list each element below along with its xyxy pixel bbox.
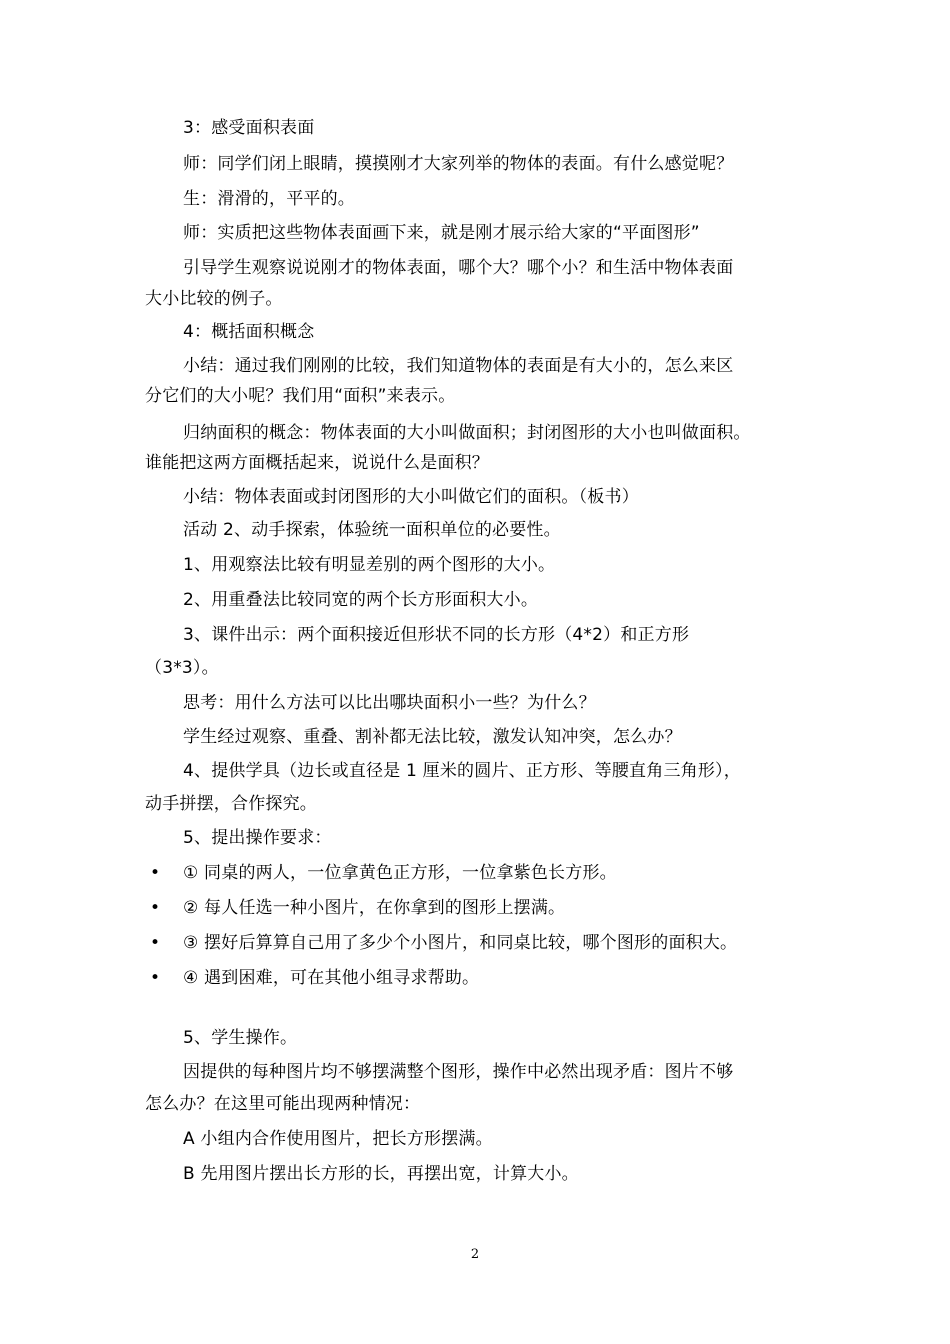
paragraph-line: 5、学生操作。 (183, 1028, 298, 1048)
paragraph-line: 归纳面积的概念：物体表面的大小叫做面积；封闭图形的大小也叫做面积。 (183, 423, 751, 443)
paragraph-line: 引导学生观察说说刚才的物体表面，哪个大？哪个小？和生活中物体表面 (183, 258, 734, 278)
bullet-icon: • (150, 863, 161, 883)
paragraph-line: 生：滑滑的，平平的。 (183, 189, 355, 209)
paragraph-line: 师：实质把这些物体表面画下来，就是刚才展示给大家的“平面图形” (183, 223, 700, 243)
heading-3: 3：感受面积表面 (183, 118, 315, 138)
paragraph-line: 4、提供学具（边长或直径是 1 厘米的圆片、正方形、等腰直角三角形）， (183, 761, 741, 781)
paragraph-line: 2、用重叠法比较同宽的两个长方形面积大小。 (183, 590, 539, 610)
bullet-icon: • (150, 968, 161, 988)
paragraph-line: 3、课件出示：两个面积接近但形状不同的长方形（4*2）和正方形 (183, 625, 690, 645)
paragraph-line: 分它们的大小呢？我们用“面积”来表示。 (145, 386, 456, 406)
paragraph-line: 思考：用什么方法可以比出哪块面积小一些？为什么？ (183, 693, 596, 713)
paragraph-line: 动手拼摆，合作探究。 (145, 794, 317, 814)
list-item: ③ 摆好后算算自己用了多少个小图片，和同桌比较，哪个图形的面积大。 (183, 933, 738, 953)
list-item: ④ 遇到困难，可在其他小组寻求帮助。 (183, 968, 480, 988)
paragraph-line: 小结：物体表面或封闭图形的大小叫做它们的面积。（板书） (183, 487, 639, 507)
paragraph-line: 师：同学们闭上眼睛，摸摸刚才大家列举的物体的表面。有什么感觉呢？ (183, 154, 734, 174)
paragraph-line: 大小比较的例子。 (145, 289, 283, 309)
bullet-icon: • (150, 898, 161, 918)
list-item: ① 同桌的两人，一位拿黄色正方形，一位拿紫色长方形。 (183, 863, 617, 883)
paragraph-line: 怎么办？在这里可能出现两种情况： (145, 1094, 421, 1114)
paragraph-line: A 小组内合作使用图片，把长方形摆满。 (183, 1129, 493, 1149)
paragraph-line: 谁能把这两方面概括起来，说说什么是面积？ (145, 453, 489, 473)
bullet-icon: • (150, 933, 161, 953)
paragraph-line: 小结：通过我们刚刚的比较，我们知道物体的表面是有大小的，怎么来区 (183, 356, 734, 376)
paragraph-line: 1、用观察法比较有明显差别的两个图形的大小。 (183, 555, 556, 575)
paragraph-line: 活动 2、动手探索，体验统一面积单位的必要性。 (183, 520, 561, 540)
paragraph-line: （3*3）。 (145, 658, 219, 678)
page-number: 2 (470, 1247, 480, 1262)
paragraph-line: 5、提出操作要求： (183, 828, 332, 848)
list-item: ② 每人任选一种小图片，在你拿到的图形上摆满。 (183, 898, 566, 918)
paragraph-line: B 先用图片摆出长方形的长，再摆出宽，计算大小。 (183, 1164, 579, 1184)
paragraph-line: 因提供的每种图片均不够摆满整个图形，操作中必然出现矛盾：图片不够 (183, 1062, 734, 1082)
paragraph-line: 学生经过观察、重叠、割补都无法比较，激发认知冲突，怎么办？ (183, 727, 682, 747)
heading-4: 4：概括面积概念 (183, 322, 315, 342)
